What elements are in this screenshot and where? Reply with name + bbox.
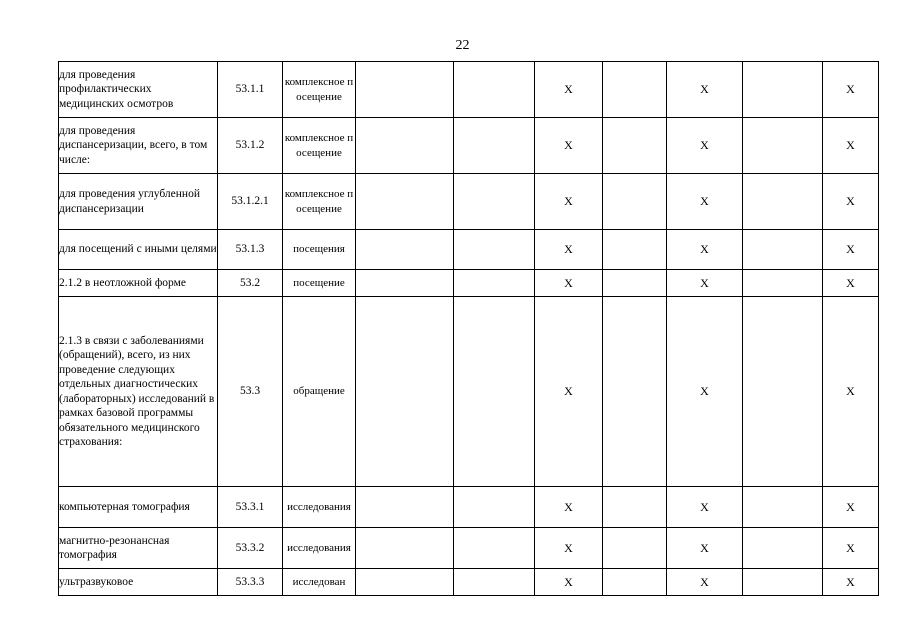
- row-unit: посещение: [283, 270, 356, 297]
- empty-cell: [743, 230, 823, 270]
- row-code: 53.1.2: [218, 118, 283, 174]
- table-row: [59, 569, 879, 596]
- page-number: 22: [455, 38, 470, 53]
- row-name: для проведения диспансеризации, всего, в том числе:: [59, 118, 218, 174]
- empty-cell: [743, 569, 823, 596]
- table-row: [59, 174, 879, 230]
- cross-mark-cell: X: [667, 297, 743, 487]
- empty-cell: [356, 230, 454, 270]
- empty-cell: [603, 297, 667, 487]
- empty-cell: [603, 528, 667, 569]
- row-code: 53.2: [218, 270, 283, 297]
- cross-mark-cell: X: [667, 528, 743, 569]
- cross-mark-cell: X: [823, 230, 879, 270]
- empty-cell: [603, 230, 667, 270]
- cross-mark-cell: X: [823, 297, 879, 487]
- empty-cell: [356, 118, 454, 174]
- cross-mark-cell: X: [823, 528, 879, 569]
- cross-mark-cell: X: [823, 487, 879, 528]
- empty-cell: [743, 62, 823, 118]
- cross-mark-cell: X: [667, 174, 743, 230]
- empty-cell: [603, 62, 667, 118]
- cross-mark-cell: X: [667, 62, 743, 118]
- empty-cell: [743, 118, 823, 174]
- cross-mark-cell: X: [535, 528, 603, 569]
- cross-mark-cell: X: [535, 62, 603, 118]
- cross-mark-cell: X: [823, 174, 879, 230]
- cross-mark-cell: X: [535, 230, 603, 270]
- empty-cell: [603, 569, 667, 596]
- cross-mark-cell: X: [535, 487, 603, 528]
- cross-mark-cell: X: [823, 270, 879, 297]
- row-name: для посещений с иными целями: [59, 230, 218, 270]
- empty-cell: [743, 487, 823, 528]
- row-name: магнитно-резонансная томография: [59, 528, 218, 569]
- row-unit: посещения: [283, 230, 356, 270]
- row-unit: исследования: [283, 487, 356, 528]
- row-name: 2.1.2 в неотложной форме: [59, 270, 218, 297]
- empty-cell: [603, 118, 667, 174]
- table-row: [59, 118, 879, 174]
- cross-mark-cell: X: [535, 569, 603, 596]
- table-body: [59, 62, 879, 596]
- table-row: [59, 230, 879, 270]
- row-code: 53.3.2: [218, 528, 283, 569]
- cross-mark-cell: X: [667, 487, 743, 528]
- table-row: [59, 487, 879, 528]
- cross-mark-cell: X: [667, 270, 743, 297]
- empty-cell: [454, 487, 535, 528]
- empty-cell: [603, 270, 667, 297]
- row-name: для проведения профилактических медицинских осмотров: [59, 62, 218, 118]
- row-unit: комплексное посещение: [283, 174, 356, 230]
- cross-mark-cell: X: [535, 118, 603, 174]
- empty-cell: [454, 230, 535, 270]
- row-unit: обращение: [283, 297, 356, 487]
- table-row: [59, 297, 879, 487]
- empty-cell: [356, 569, 454, 596]
- row-code: 53.3: [218, 297, 283, 487]
- empty-cell: [743, 174, 823, 230]
- empty-cell: [743, 270, 823, 297]
- cross-mark-cell: X: [823, 62, 879, 118]
- empty-cell: [454, 118, 535, 174]
- row-code: 53.3.3: [218, 569, 283, 596]
- table-row: [59, 528, 879, 569]
- empty-cell: [454, 528, 535, 569]
- empty-cell: [356, 487, 454, 528]
- empty-cell: [356, 297, 454, 487]
- empty-cell: [356, 270, 454, 297]
- cross-mark-cell: X: [535, 297, 603, 487]
- empty-cell: [356, 174, 454, 230]
- row-code: 53.1.3: [218, 230, 283, 270]
- empty-cell: [454, 174, 535, 230]
- empty-cell: [454, 297, 535, 487]
- cross-mark-cell: X: [823, 118, 879, 174]
- program-table: [58, 61, 879, 596]
- empty-cell: [356, 62, 454, 118]
- cross-mark-cell: X: [667, 230, 743, 270]
- row-unit: исследования: [283, 528, 356, 569]
- row-unit: комплексное посещение: [283, 118, 356, 174]
- empty-cell: [454, 270, 535, 297]
- table-row: [59, 270, 879, 297]
- row-name: для проведения углубленной диспансеризации: [59, 174, 218, 230]
- empty-cell: [454, 569, 535, 596]
- empty-cell: [603, 487, 667, 528]
- empty-cell: [743, 297, 823, 487]
- row-name: компьютерная томография: [59, 487, 218, 528]
- cross-mark-cell: X: [667, 118, 743, 174]
- empty-cell: [743, 528, 823, 569]
- row-name: ультразвуковое: [59, 569, 218, 596]
- cross-mark-cell: X: [667, 569, 743, 596]
- cross-mark-cell: X: [823, 569, 879, 596]
- row-code: 53.1.2.1: [218, 174, 283, 230]
- row-unit: комплексное посещение: [283, 62, 356, 118]
- row-code: 53.3.1: [218, 487, 283, 528]
- table-row: [59, 62, 879, 118]
- cross-mark-cell: X: [535, 174, 603, 230]
- empty-cell: [454, 62, 535, 118]
- cross-mark-cell: X: [535, 270, 603, 297]
- empty-cell: [356, 528, 454, 569]
- row-unit: исследован: [283, 569, 356, 596]
- empty-cell: [603, 174, 667, 230]
- row-name: 2.1.3 в связи с заболеваниями (обращений), всего, из них проведение следующих отдельных диагностических (лабораторных) исследований в рамках базовой программы обязательного медицинского страхования:: [59, 297, 218, 487]
- row-code: 53.1.1: [218, 62, 283, 118]
